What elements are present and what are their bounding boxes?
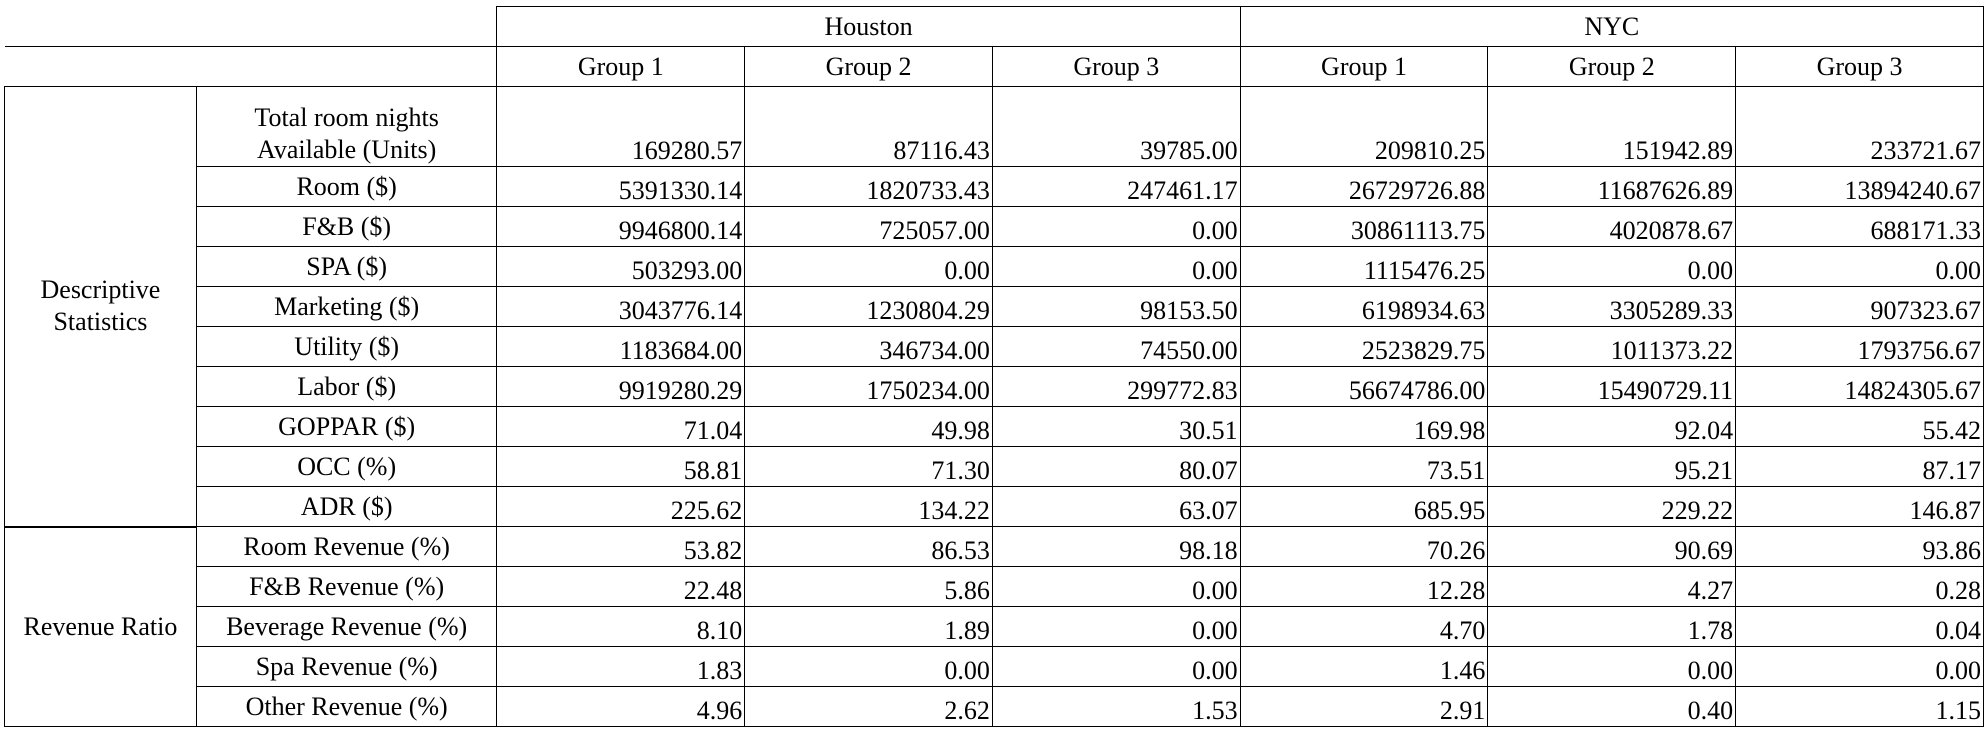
value-cell: 26729726.88 xyxy=(1240,167,1488,207)
table-row xyxy=(5,487,1984,527)
row-label: Beverage Revenue (%) xyxy=(196,607,497,647)
city-header-nyc: NYC xyxy=(1240,7,1983,47)
statistics-table xyxy=(4,6,1984,727)
row-label: F&B Revenue (%) xyxy=(196,567,497,607)
value-cell: 80.07 xyxy=(992,447,1240,487)
value-cell: 1011373.22 xyxy=(1488,327,1736,367)
group-header: Group 1 xyxy=(497,47,745,87)
group-header: Group 3 xyxy=(1736,47,1984,87)
value-cell: 2.62 xyxy=(745,687,993,727)
group-header-row xyxy=(5,47,1984,87)
row-label: Room ($) xyxy=(196,167,497,207)
value-cell: 346734.00 xyxy=(745,327,993,367)
value-cell: 0.00 xyxy=(745,647,993,687)
row-label: Total room nights Available (Units) xyxy=(196,87,497,167)
value-cell: 8.10 xyxy=(497,607,745,647)
table-row xyxy=(5,647,1984,687)
value-cell: 71.30 xyxy=(745,447,993,487)
table-row xyxy=(5,247,1984,287)
corner-cell xyxy=(5,7,497,47)
group-header: Group 3 xyxy=(992,47,1240,87)
row-label: Marketing ($) xyxy=(196,287,497,327)
value-cell: 225.62 xyxy=(497,487,745,527)
value-cell: 0.04 xyxy=(1736,607,1984,647)
value-cell: 229.22 xyxy=(1488,487,1736,527)
value-cell: 49.98 xyxy=(745,407,993,447)
value-cell: 0.00 xyxy=(1488,647,1736,687)
value-cell: 725057.00 xyxy=(745,207,993,247)
table-row xyxy=(5,87,1984,167)
value-cell: 92.04 xyxy=(1488,407,1736,447)
value-cell: 0.40 xyxy=(1488,687,1736,727)
value-cell: 74550.00 xyxy=(992,327,1240,367)
value-cell: 151942.89 xyxy=(1488,87,1736,167)
value-cell: 134.22 xyxy=(745,487,993,527)
value-cell: 6198934.63 xyxy=(1240,287,1488,327)
value-cell: 56674786.00 xyxy=(1240,367,1488,407)
city-header-row xyxy=(5,7,1984,47)
value-cell: 0.28 xyxy=(1736,567,1984,607)
value-cell: 4020878.67 xyxy=(1488,207,1736,247)
table-row xyxy=(5,407,1984,447)
value-cell: 11687626.89 xyxy=(1488,167,1736,207)
value-cell: 71.04 xyxy=(497,407,745,447)
value-cell: 1.46 xyxy=(1240,647,1488,687)
value-cell: 233721.67 xyxy=(1736,87,1984,167)
value-cell: 15490729.11 xyxy=(1488,367,1736,407)
value-cell: 0.00 xyxy=(992,607,1240,647)
value-cell: 58.81 xyxy=(497,447,745,487)
city-header-houston: Houston xyxy=(497,7,1240,47)
value-cell: 169.98 xyxy=(1240,407,1488,447)
value-cell: 0.00 xyxy=(992,567,1240,607)
row-label: ADR ($) xyxy=(196,487,497,527)
table-row xyxy=(5,567,1984,607)
value-cell: 30.51 xyxy=(992,407,1240,447)
value-cell: 1.53 xyxy=(992,687,1240,727)
value-cell: 70.26 xyxy=(1240,527,1488,567)
group-header: Group 2 xyxy=(745,47,993,87)
value-cell: 3305289.33 xyxy=(1488,287,1736,327)
row-label: Other Revenue (%) xyxy=(196,687,497,727)
value-cell: 1820733.43 xyxy=(745,167,993,207)
value-cell: 90.69 xyxy=(1488,527,1736,567)
value-cell: 9919280.29 xyxy=(497,367,745,407)
value-cell: 14824305.67 xyxy=(1736,367,1984,407)
value-cell: 12.28 xyxy=(1240,567,1488,607)
value-cell: 55.42 xyxy=(1736,407,1984,447)
row-label: SPA ($) xyxy=(196,247,497,287)
value-cell: 1230804.29 xyxy=(745,287,993,327)
value-cell: 503293.00 xyxy=(497,247,745,287)
value-cell: 9946800.14 xyxy=(497,207,745,247)
value-cell: 1793756.67 xyxy=(1736,327,1984,367)
row-label: GOPPAR ($) xyxy=(196,407,497,447)
row-label: Room Revenue (%) xyxy=(196,527,497,567)
table-row xyxy=(5,447,1984,487)
value-cell: 98153.50 xyxy=(992,287,1240,327)
value-cell: 3043776.14 xyxy=(497,287,745,327)
value-cell: 93.86 xyxy=(1736,527,1984,567)
value-cell: 299772.83 xyxy=(992,367,1240,407)
table-row xyxy=(5,367,1984,407)
value-cell: 1.89 xyxy=(745,607,993,647)
value-cell: 209810.25 xyxy=(1240,87,1488,167)
value-cell: 30861113.75 xyxy=(1240,207,1488,247)
row-label: Labor ($) xyxy=(196,367,497,407)
value-cell: 0.00 xyxy=(1736,247,1984,287)
value-cell: 53.82 xyxy=(497,527,745,567)
value-cell: 146.87 xyxy=(1736,487,1984,527)
value-cell: 169280.57 xyxy=(497,87,745,167)
table-row xyxy=(5,327,1984,367)
table-row xyxy=(5,287,1984,327)
value-cell: 1115476.25 xyxy=(1240,247,1488,287)
value-cell: 1.83 xyxy=(497,647,745,687)
row-label: OCC (%) xyxy=(196,447,497,487)
table-row xyxy=(5,607,1984,647)
value-cell: 688171.33 xyxy=(1736,207,1984,247)
table-row xyxy=(5,207,1984,247)
value-cell: 1750234.00 xyxy=(745,367,993,407)
group-header: Group 1 xyxy=(1240,47,1488,87)
value-cell: 0.00 xyxy=(745,247,993,287)
value-cell: 0.00 xyxy=(992,207,1240,247)
value-cell: 4.27 xyxy=(1488,567,1736,607)
value-cell: 86.53 xyxy=(745,527,993,567)
section-label: Descriptive Statistics xyxy=(5,87,197,527)
value-cell: 0.00 xyxy=(1736,647,1984,687)
row-label: Spa Revenue (%) xyxy=(196,647,497,687)
value-cell: 87.17 xyxy=(1736,447,1984,487)
value-cell: 13894240.67 xyxy=(1736,167,1984,207)
value-cell: 2.91 xyxy=(1240,687,1488,727)
value-cell: 685.95 xyxy=(1240,487,1488,527)
value-cell: 95.21 xyxy=(1488,447,1736,487)
value-cell: 907323.67 xyxy=(1736,287,1984,327)
value-cell: 1.78 xyxy=(1488,607,1736,647)
value-cell: 5.86 xyxy=(745,567,993,607)
row-label: F&B ($) xyxy=(196,207,497,247)
table-row xyxy=(5,527,1984,567)
value-cell: 5391330.14 xyxy=(497,167,745,207)
group-header: Group 2 xyxy=(1488,47,1736,87)
table-row xyxy=(5,167,1984,207)
value-cell: 247461.17 xyxy=(992,167,1240,207)
value-cell: 1183684.00 xyxy=(497,327,745,367)
value-cell: 73.51 xyxy=(1240,447,1488,487)
row-label: Utility ($) xyxy=(196,327,497,367)
value-cell: 87116.43 xyxy=(745,87,993,167)
value-cell: 0.00 xyxy=(1488,247,1736,287)
section-label: Revenue Ratio xyxy=(5,527,197,727)
corner-cell-2 xyxy=(5,47,497,87)
table-row xyxy=(5,687,1984,727)
value-cell: 63.07 xyxy=(992,487,1240,527)
value-cell: 39785.00 xyxy=(992,87,1240,167)
value-cell: 98.18 xyxy=(992,527,1240,567)
value-cell: 4.70 xyxy=(1240,607,1488,647)
value-cell: 0.00 xyxy=(992,247,1240,287)
value-cell: 0.00 xyxy=(992,647,1240,687)
value-cell: 1.15 xyxy=(1736,687,1984,727)
value-cell: 4.96 xyxy=(497,687,745,727)
value-cell: 2523829.75 xyxy=(1240,327,1488,367)
value-cell: 22.48 xyxy=(497,567,745,607)
